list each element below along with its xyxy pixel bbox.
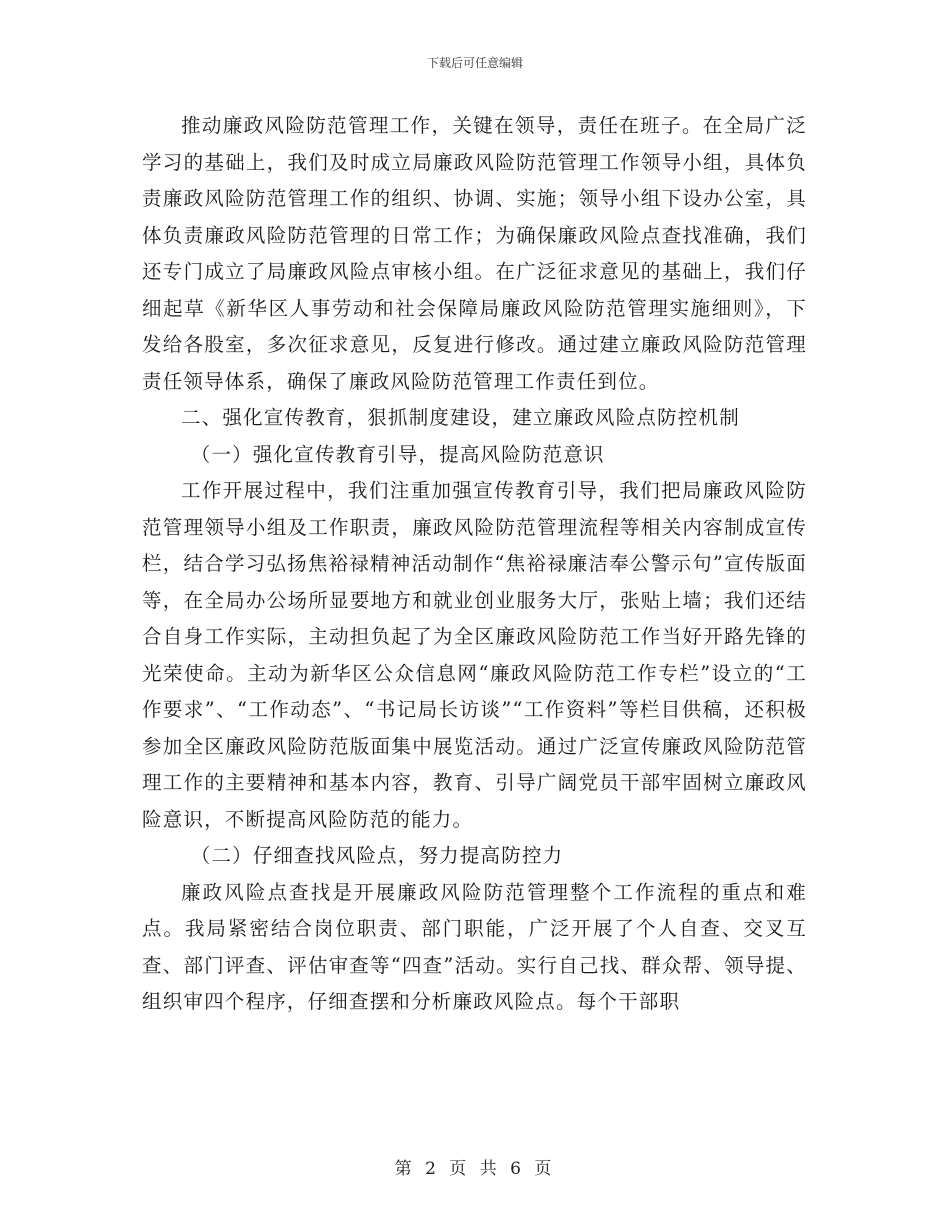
paragraph-leadership: 推动廉政风险防范管理工作，关键在领导，责任在班子。在全局广泛学习的基础上，我们及时成立局廉政风险防范管理工作领导小组，具体负责廉政风险防范管理工作的组织、协调、实施；领导小组下设办公室，具体负责廉政风险防范管理的日常工作；为确保廉政风险点查找准确，我们还专门成立了局廉政风险点审核小组。在广泛征求意见的基础上，我们仔细起草《新华区人事劳动和社会保障局廉政风险防范管理实施细则》，下发给各股室，多次征求意见，反复进行修改。通过建立廉政风险防范管理责任领导体系，确保了廉政风险防范管理工作责任到位。: [142, 114, 807, 393]
subsection-heading-2: （二）仔细查找风险点，努力提高防控力: [190, 844, 564, 867]
page-number-footer: 第 2 页 共 6 页: [394, 1159, 556, 1179]
section-heading-2: 二、强化宣传教育，狠抓制度建设，建立廉政风险点防控机制: [181, 406, 740, 429]
subsection-heading-1: （一）强化宣传教育引导，提高风险防范意识: [190, 442, 605, 466]
body-text: [142, 108, 807, 1021]
page-header: 下载后可任意编辑: [426, 56, 523, 70]
paragraph-risk-points: 廉政风险点查找是开展廉政风险防范管理整个工作流程的重点和难点。我局紧密结合岗位职责、部门职能，广泛开展了个人自查、交叉互查、部门评查、评估审查等“四查”活动。实行自己找、群众帮、领导提、组织审四个程序，仔细查摆和分析廉政风险点。每个干部职: [142, 880, 807, 1013]
paragraph-publicity: 工作开展过程中，我们注重加强宣传教育引导，我们把局廉政风险防范管理领导小组及工作职责，廉政风险防范管理流程等相关内容制成宣传栏，结合学习弘扬焦裕禄精神活动制作“焦裕禄廉洁奉公警示句”宣传版面等，在全局办公场所显要地方和就业创业服务大厅，张贴上墙；我们还结合自身工作实际，主动担负起了为全区廉政风险防范工作当好开路先锋的光荣使命。主动为新华区公众信息网“廉政风险防范工作专栏”设立的“工作要求”、“工作动态”、“书记局长访谈”“工作资料”等栏目供稿，还积极参加全区廉政风险防范版面集中展览活动。通过广泛宣传廉政风险防范管理工作的主要精神和基本内容，教育、引导广阔党员干部牢固树立廉政风险意识，不断提高风险防范的能力。: [142, 479, 807, 831]
